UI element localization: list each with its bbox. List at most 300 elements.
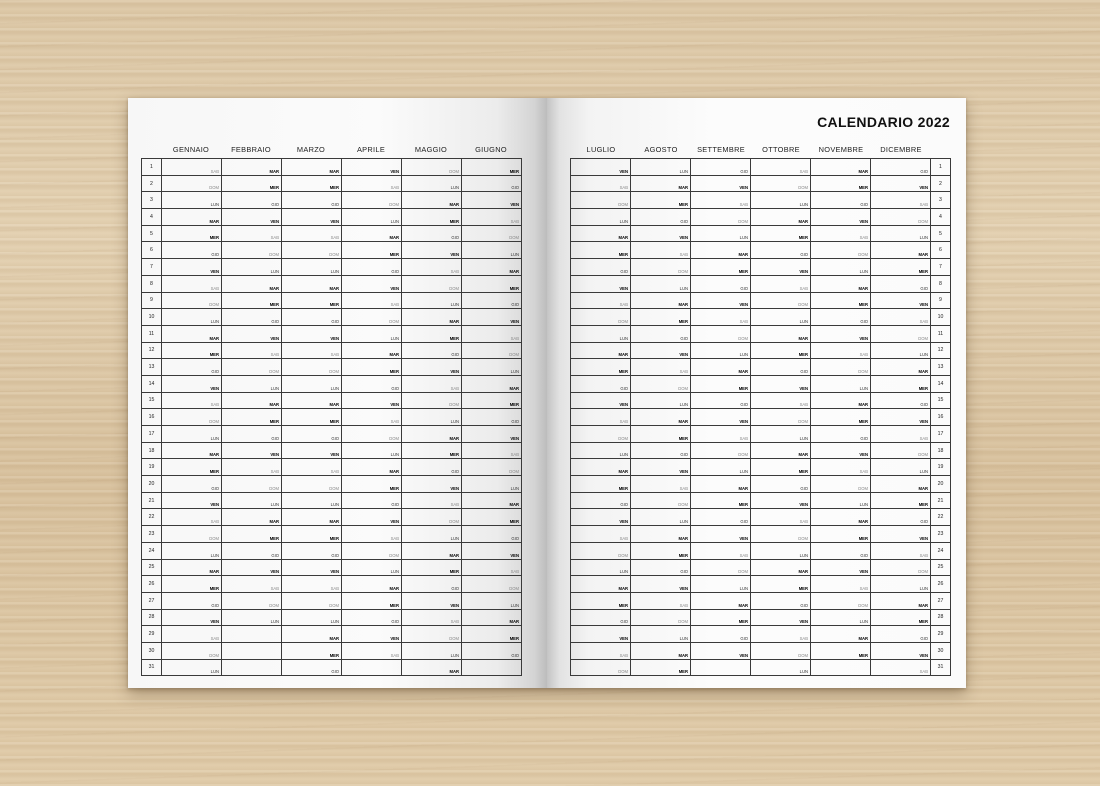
weekday-cell[interactable]: LUN	[402, 409, 462, 426]
weekday-cell[interactable]: LUN	[162, 192, 222, 209]
weekday-cell[interactable]: MAR	[631, 175, 691, 192]
weekday-cell[interactable]	[342, 659, 402, 676]
weekday-cell[interactable]: LUN	[691, 459, 751, 476]
weekday-cell[interactable]: DOM	[751, 292, 811, 309]
weekday-cell[interactable]: LUN	[282, 492, 342, 509]
weekday-cell[interactable]: GIO	[342, 375, 402, 392]
weekday-cell[interactable]: MAR	[811, 159, 871, 176]
weekday-cell[interactable]: GIO	[162, 592, 222, 609]
weekday-cell[interactable]: MAR	[462, 609, 522, 626]
weekday-cell[interactable]: VEN	[631, 576, 691, 593]
weekday-cell[interactable]: MAR	[462, 492, 522, 509]
weekday-cell[interactable]: SAB	[222, 225, 282, 242]
weekday-cell[interactable]: MAR	[402, 659, 462, 676]
weekday-cell[interactable]: MAR	[222, 275, 282, 292]
weekday-cell[interactable]: VEN	[871, 526, 931, 543]
weekday-cell[interactable]: LUN	[631, 509, 691, 526]
weekday-cell[interactable]: DOM	[222, 476, 282, 493]
weekday-cell[interactable]: DOM	[751, 642, 811, 659]
weekday-cell[interactable]: GIO	[282, 309, 342, 326]
weekday-cell[interactable]: MAR	[282, 626, 342, 643]
weekday-cell[interactable]: MER	[811, 526, 871, 543]
weekday-cell[interactable]: VEN	[751, 492, 811, 509]
weekday-cell[interactable]: SAB	[162, 275, 222, 292]
weekday-cell[interactable]: DOM	[282, 242, 342, 259]
weekday-cell[interactable]: MAR	[871, 359, 931, 376]
weekday-cell[interactable]: DOM	[811, 476, 871, 493]
weekday-cell[interactable]: DOM	[462, 342, 522, 359]
weekday-cell[interactable]: MER	[162, 576, 222, 593]
weekday-cell[interactable]: SAB	[691, 426, 751, 443]
weekday-cell[interactable]: MER	[402, 325, 462, 342]
weekday-cell[interactable]: MER	[402, 559, 462, 576]
weekday-cell[interactable]: GIO	[282, 426, 342, 443]
weekday-cell[interactable]: MAR	[162, 209, 222, 226]
weekday-cell[interactable]: MER	[631, 426, 691, 443]
weekday-cell[interactable]: GIO	[631, 209, 691, 226]
weekday-cell[interactable]: LUN	[571, 442, 631, 459]
weekday-cell[interactable]: GIO	[282, 542, 342, 559]
weekday-cell[interactable]: MER	[631, 542, 691, 559]
weekday-cell[interactable]: VEN	[282, 325, 342, 342]
weekday-cell[interactable]: VEN	[751, 375, 811, 392]
weekday-cell[interactable]: LUN	[462, 476, 522, 493]
weekday-cell[interactable]: GIO	[811, 426, 871, 443]
weekday-cell[interactable]: SAB	[811, 342, 871, 359]
weekday-cell[interactable]: VEN	[162, 492, 222, 509]
weekday-cell[interactable]: LUN	[691, 225, 751, 242]
weekday-cell[interactable]: SAB	[342, 526, 402, 543]
weekday-cell[interactable]: SAB	[402, 259, 462, 276]
weekday-cell[interactable]: MAR	[222, 392, 282, 409]
weekday-cell[interactable]: GIO	[462, 526, 522, 543]
weekday-cell[interactable]: MAR	[811, 392, 871, 409]
weekday-cell[interactable]: SAB	[871, 309, 931, 326]
weekday-cell[interactable]: VEN	[222, 209, 282, 226]
weekday-cell[interactable]	[462, 659, 522, 676]
weekday-cell[interactable]: DOM	[342, 542, 402, 559]
weekday-cell[interactable]: VEN	[811, 559, 871, 576]
weekday-cell[interactable]: LUN	[462, 359, 522, 376]
weekday-cell[interactable]: SAB	[162, 509, 222, 526]
weekday-cell[interactable]: SAB	[222, 459, 282, 476]
weekday-cell[interactable]: VEN	[402, 476, 462, 493]
weekday-cell[interactable]: MER	[402, 209, 462, 226]
weekday-cell[interactable]: GIO	[282, 659, 342, 676]
weekday-cell[interactable]: VEN	[462, 192, 522, 209]
weekday-cell[interactable]: MAR	[631, 642, 691, 659]
weekday-cell[interactable]: MAR	[751, 209, 811, 226]
weekday-cell[interactable]: MER	[222, 526, 282, 543]
weekday-cell[interactable]: MER	[751, 576, 811, 593]
weekday-cell[interactable]: VEN	[631, 342, 691, 359]
weekday-cell[interactable]: MAR	[571, 576, 631, 593]
weekday-cell[interactable]: SAB	[402, 609, 462, 626]
weekday-cell[interactable]: LUN	[282, 259, 342, 276]
weekday-cell[interactable]: MER	[462, 392, 522, 409]
weekday-cell[interactable]: VEN	[571, 626, 631, 643]
weekday-cell[interactable]: GIO	[871, 626, 931, 643]
weekday-cell[interactable]: GIO	[691, 509, 751, 526]
weekday-cell[interactable]: DOM	[282, 592, 342, 609]
weekday-cell[interactable]: VEN	[282, 209, 342, 226]
weekday-cell[interactable]: VEN	[691, 642, 751, 659]
weekday-cell[interactable]: MER	[571, 242, 631, 259]
weekday-cell[interactable]: MAR	[811, 626, 871, 643]
weekday-cell[interactable]: LUN	[691, 576, 751, 593]
weekday-cell[interactable]: GIO	[402, 576, 462, 593]
weekday-cell[interactable]: SAB	[571, 409, 631, 426]
weekday-cell[interactable]: DOM	[402, 275, 462, 292]
weekday-cell[interactable]: VEN	[691, 526, 751, 543]
weekday-cell[interactable]: LUN	[751, 192, 811, 209]
weekday-cell[interactable]: SAB	[751, 626, 811, 643]
weekday-cell[interactable]: SAB	[631, 476, 691, 493]
weekday-cell[interactable]: SAB	[222, 576, 282, 593]
weekday-cell[interactable]: DOM	[222, 592, 282, 609]
weekday-cell[interactable]: DOM	[342, 192, 402, 209]
weekday-cell[interactable]: GIO	[571, 259, 631, 276]
weekday-cell[interactable]: SAB	[751, 509, 811, 526]
weekday-cell[interactable]: VEN	[222, 559, 282, 576]
weekday-cell[interactable]: LUN	[811, 492, 871, 509]
weekday-cell[interactable]: GIO	[751, 242, 811, 259]
weekday-cell[interactable]: MAR	[462, 259, 522, 276]
weekday-cell[interactable]: MAR	[162, 559, 222, 576]
weekday-cell[interactable]: LUN	[162, 309, 222, 326]
weekday-cell[interactable]: SAB	[691, 192, 751, 209]
weekday-cell[interactable]: LUN	[222, 375, 282, 392]
weekday-cell[interactable]	[811, 659, 871, 676]
weekday-cell[interactable]: GIO	[751, 359, 811, 376]
weekday-cell[interactable]: MAR	[162, 442, 222, 459]
weekday-cell[interactable]: LUN	[631, 275, 691, 292]
weekday-cell[interactable]: GIO	[631, 559, 691, 576]
weekday-cell[interactable]: MER	[571, 476, 631, 493]
weekday-cell[interactable]: SAB	[871, 192, 931, 209]
weekday-cell[interactable]: MER	[282, 526, 342, 543]
weekday-cell[interactable]: MAR	[342, 342, 402, 359]
weekday-cell[interactable]: VEN	[751, 259, 811, 276]
weekday-cell[interactable]: SAB	[631, 592, 691, 609]
weekday-cell[interactable]: DOM	[631, 492, 691, 509]
weekday-cell[interactable]: GIO	[691, 392, 751, 409]
weekday-cell[interactable]: MER	[222, 292, 282, 309]
weekday-cell[interactable]: GIO	[402, 459, 462, 476]
weekday-cell[interactable]: GIO	[631, 325, 691, 342]
weekday-cell[interactable]: VEN	[402, 242, 462, 259]
weekday-cell[interactable]: GIO	[871, 275, 931, 292]
weekday-cell[interactable]: DOM	[811, 359, 871, 376]
weekday-cell[interactable]: VEN	[631, 459, 691, 476]
weekday-cell[interactable]: VEN	[811, 209, 871, 226]
weekday-cell[interactable]: GIO	[751, 592, 811, 609]
weekday-cell[interactable]: VEN	[342, 626, 402, 643]
weekday-cell[interactable]: MER	[751, 225, 811, 242]
weekday-cell[interactable]: LUN	[631, 159, 691, 176]
weekday-cell[interactable]: SAB	[691, 542, 751, 559]
weekday-cell[interactable]: DOM	[402, 159, 462, 176]
weekday-cell[interactable]: SAB	[811, 576, 871, 593]
weekday-cell[interactable]: GIO	[222, 426, 282, 443]
weekday-cell[interactable]: MER	[631, 309, 691, 326]
weekday-cell[interactable]: LUN	[631, 392, 691, 409]
weekday-cell[interactable]: DOM	[222, 359, 282, 376]
weekday-cell[interactable]: MER	[222, 175, 282, 192]
weekday-cell[interactable]: VEN	[342, 509, 402, 526]
weekday-cell[interactable]: SAB	[571, 292, 631, 309]
weekday-cell[interactable]: GIO	[342, 609, 402, 626]
weekday-cell[interactable]: VEN	[571, 159, 631, 176]
weekday-cell[interactable]: GIO	[691, 159, 751, 176]
weekday-cell[interactable]: LUN	[222, 609, 282, 626]
weekday-cell[interactable]: MAR	[811, 275, 871, 292]
weekday-cell[interactable]: LUN	[871, 225, 931, 242]
weekday-cell[interactable]: MAR	[462, 375, 522, 392]
weekday-cell[interactable]: MER	[462, 626, 522, 643]
weekday-cell[interactable]: DOM	[811, 242, 871, 259]
weekday-cell[interactable]: MER	[462, 275, 522, 292]
weekday-cell[interactable]: VEN	[282, 442, 342, 459]
weekday-cell[interactable]: MER	[462, 159, 522, 176]
weekday-cell[interactable]: MER	[751, 342, 811, 359]
weekday-cell[interactable]: LUN	[282, 609, 342, 626]
weekday-cell[interactable]: MAR	[402, 192, 462, 209]
weekday-cell[interactable]: DOM	[571, 542, 631, 559]
weekday-cell[interactable]: MER	[462, 509, 522, 526]
weekday-cell[interactable]: LUN	[162, 659, 222, 676]
weekday-cell[interactable]: MAR	[751, 559, 811, 576]
weekday-cell[interactable]: SAB	[571, 526, 631, 543]
weekday-cell[interactable]: GIO	[342, 259, 402, 276]
weekday-cell[interactable]: MER	[871, 375, 931, 392]
weekday-cell[interactable]: GIO	[751, 476, 811, 493]
weekday-cell[interactable]: DOM	[342, 426, 402, 443]
weekday-cell[interactable]: VEN	[751, 609, 811, 626]
weekday-cell[interactable]: LUN	[282, 375, 342, 392]
weekday-cell[interactable]: VEN	[462, 542, 522, 559]
weekday-cell[interactable]: LUN	[342, 442, 402, 459]
weekday-cell[interactable]: VEN	[342, 159, 402, 176]
weekday-cell[interactable]: DOM	[691, 325, 751, 342]
weekday-cell[interactable]: MER	[871, 492, 931, 509]
weekday-cell[interactable]: MAR	[691, 359, 751, 376]
weekday-cell[interactable]: MER	[871, 259, 931, 276]
weekday-cell[interactable]: SAB	[342, 292, 402, 309]
weekday-cell[interactable]: VEN	[282, 559, 342, 576]
weekday-cell[interactable]: GIO	[691, 626, 751, 643]
weekday-cell[interactable]: MER	[162, 459, 222, 476]
weekday-cell[interactable]: VEN	[162, 259, 222, 276]
weekday-cell[interactable]: VEN	[402, 359, 462, 376]
weekday-cell[interactable]: VEN	[871, 409, 931, 426]
weekday-cell[interactable]: MAR	[871, 476, 931, 493]
weekday-cell[interactable]: SAB	[402, 375, 462, 392]
weekday-cell[interactable]: DOM	[462, 576, 522, 593]
weekday-cell[interactable]: SAB	[402, 492, 462, 509]
weekday-cell[interactable]: GIO	[222, 192, 282, 209]
weekday-cell[interactable]: SAB	[222, 342, 282, 359]
weekday-cell[interactable]: MER	[342, 359, 402, 376]
weekday-cell[interactable]: MER	[871, 609, 931, 626]
weekday-cell[interactable]: MER	[751, 459, 811, 476]
weekday-cell[interactable]: SAB	[342, 175, 402, 192]
weekday-cell[interactable]: LUN	[571, 559, 631, 576]
weekday-cell[interactable]: LUN	[571, 209, 631, 226]
weekday-cell[interactable]: DOM	[571, 309, 631, 326]
weekday-cell[interactable]: SAB	[462, 442, 522, 459]
weekday-cell[interactable]: LUN	[751, 309, 811, 326]
weekday-cell[interactable]: DOM	[162, 409, 222, 426]
weekday-cell[interactable]: GIO	[811, 542, 871, 559]
weekday-cell[interactable]: LUN	[811, 609, 871, 626]
weekday-cell[interactable]: VEN	[222, 442, 282, 459]
weekday-cell[interactable]: SAB	[751, 275, 811, 292]
weekday-cell[interactable]: DOM	[871, 209, 931, 226]
weekday-cell[interactable]: GIO	[282, 192, 342, 209]
weekday-cell[interactable]: MAR	[402, 426, 462, 443]
weekday-cell[interactable]: DOM	[282, 476, 342, 493]
weekday-cell[interactable]: VEN	[571, 275, 631, 292]
weekday-cell[interactable]: SAB	[342, 409, 402, 426]
weekday-cell[interactable]: DOM	[631, 259, 691, 276]
weekday-cell[interactable]	[222, 659, 282, 676]
weekday-cell[interactable]: MER	[811, 175, 871, 192]
weekday-cell[interactable]: VEN	[162, 375, 222, 392]
weekday-cell[interactable]: SAB	[342, 642, 402, 659]
weekday-cell[interactable]: MAR	[222, 159, 282, 176]
weekday-cell[interactable]: MAR	[402, 542, 462, 559]
weekday-cell[interactable]: VEN	[811, 442, 871, 459]
weekday-cell[interactable]: MER	[631, 659, 691, 676]
weekday-cell[interactable]: DOM	[571, 659, 631, 676]
weekday-cell[interactable]: MAR	[342, 576, 402, 593]
weekday-cell[interactable]: DOM	[162, 292, 222, 309]
weekday-cell[interactable]: GIO	[162, 242, 222, 259]
weekday-cell[interactable]: LUN	[342, 325, 402, 342]
weekday-cell[interactable]: GIO	[222, 309, 282, 326]
weekday-cell[interactable]: GIO	[871, 509, 931, 526]
weekday-cell[interactable]: LUN	[751, 426, 811, 443]
weekday-cell[interactable]: SAB	[811, 225, 871, 242]
weekday-cell[interactable]: SAB	[282, 225, 342, 242]
weekday-cell[interactable]: SAB	[811, 459, 871, 476]
weekday-cell[interactable]: MER	[282, 409, 342, 426]
weekday-cell[interactable]: GIO	[462, 642, 522, 659]
weekday-cell[interactable]: GIO	[162, 476, 222, 493]
weekday-cell[interactable]: MAR	[691, 592, 751, 609]
weekday-cell[interactable]: GIO	[342, 492, 402, 509]
weekday-cell[interactable]: MER	[162, 225, 222, 242]
weekday-cell[interactable]: LUN	[402, 526, 462, 543]
weekday-cell[interactable]: LUN	[162, 426, 222, 443]
weekday-cell[interactable]: DOM	[462, 225, 522, 242]
weekday-cell[interactable]: GIO	[571, 375, 631, 392]
weekday-cell[interactable]: MAR	[402, 309, 462, 326]
weekday-cell[interactable]: LUN	[402, 292, 462, 309]
weekday-cell[interactable]: LUN	[871, 459, 931, 476]
weekday-cell[interactable]: VEN	[571, 392, 631, 409]
weekday-cell[interactable]: DOM	[402, 392, 462, 409]
weekday-cell[interactable]: SAB	[631, 242, 691, 259]
weekday-cell[interactable]: MER	[342, 242, 402, 259]
weekday-cell[interactable]: MAR	[871, 242, 931, 259]
weekday-cell[interactable]: DOM	[162, 175, 222, 192]
weekday-cell[interactable]: MER	[691, 492, 751, 509]
weekday-cell[interactable]: GIO	[691, 275, 751, 292]
weekday-cell[interactable]: MAR	[871, 592, 931, 609]
weekday-cell[interactable]: SAB	[282, 342, 342, 359]
weekday-cell[interactable]: DOM	[342, 309, 402, 326]
weekday-cell[interactable]: DOM	[751, 409, 811, 426]
weekday-cell[interactable]: GIO	[222, 542, 282, 559]
weekday-cell[interactable]: SAB	[462, 559, 522, 576]
weekday-cell[interactable]: DOM	[691, 442, 751, 459]
weekday-cell[interactable]: LUN	[462, 592, 522, 609]
weekday-cell[interactable]: SAB	[462, 209, 522, 226]
weekday-cell[interactable]: SAB	[162, 159, 222, 176]
weekday-cell[interactable]: MAR	[631, 409, 691, 426]
weekday-cell[interactable]: DOM	[751, 175, 811, 192]
weekday-cell[interactable]: LUN	[811, 375, 871, 392]
weekday-cell[interactable]: DOM	[462, 459, 522, 476]
weekday-cell[interactable]: VEN	[811, 325, 871, 342]
weekday-cell[interactable]: LUN	[402, 642, 462, 659]
weekday-cell[interactable]: GIO	[462, 175, 522, 192]
weekday-cell[interactable]: LUN	[402, 175, 462, 192]
weekday-cell[interactable]: MAR	[342, 459, 402, 476]
weekday-cell[interactable]: SAB	[871, 426, 931, 443]
weekday-cell[interactable]: DOM	[871, 559, 931, 576]
weekday-cell[interactable]: GIO	[571, 609, 631, 626]
weekday-cell[interactable]: DOM	[571, 192, 631, 209]
weekday-cell[interactable]	[222, 642, 282, 659]
weekday-cell[interactable]: VEN	[342, 275, 402, 292]
weekday-cell[interactable]: MER	[691, 375, 751, 392]
weekday-cell[interactable]: MER	[282, 642, 342, 659]
weekday-cell[interactable]: MER	[342, 592, 402, 609]
weekday-cell[interactable]: MAR	[631, 292, 691, 309]
weekday-cell[interactable]: GIO	[462, 409, 522, 426]
weekday-cell[interactable]: VEN	[571, 509, 631, 526]
weekday-cell[interactable]: MER	[162, 342, 222, 359]
weekday-cell[interactable]: MAR	[571, 459, 631, 476]
weekday-cell[interactable]: VEN	[631, 225, 691, 242]
weekday-cell[interactable]: SAB	[571, 642, 631, 659]
weekday-cell[interactable]: VEN	[871, 292, 931, 309]
weekday-cell[interactable]: MER	[571, 359, 631, 376]
weekday-cell[interactable]: DOM	[691, 559, 751, 576]
weekday-cell[interactable]: LUN	[222, 259, 282, 276]
weekday-cell[interactable]: LUN	[162, 542, 222, 559]
weekday-cell[interactable]: DOM	[402, 509, 462, 526]
weekday-cell[interactable]: DOM	[222, 242, 282, 259]
weekday-cell[interactable]: SAB	[871, 659, 931, 676]
weekday-cell[interactable]: MAR	[282, 275, 342, 292]
weekday-cell[interactable]: GIO	[871, 392, 931, 409]
weekday-cell[interactable]: DOM	[871, 325, 931, 342]
weekday-cell[interactable]: MAR	[691, 476, 751, 493]
weekday-cell[interactable]: DOM	[631, 375, 691, 392]
weekday-cell[interactable]: MER	[222, 409, 282, 426]
weekday-cell[interactable]: LUN	[871, 342, 931, 359]
weekday-cell[interactable]: SAB	[162, 626, 222, 643]
weekday-cell[interactable]: VEN	[691, 409, 751, 426]
weekday-cell[interactable]: SAB	[571, 175, 631, 192]
weekday-cell[interactable]: MAR	[751, 325, 811, 342]
weekday-cell[interactable]: VEN	[691, 292, 751, 309]
weekday-cell[interactable]: DOM	[631, 609, 691, 626]
